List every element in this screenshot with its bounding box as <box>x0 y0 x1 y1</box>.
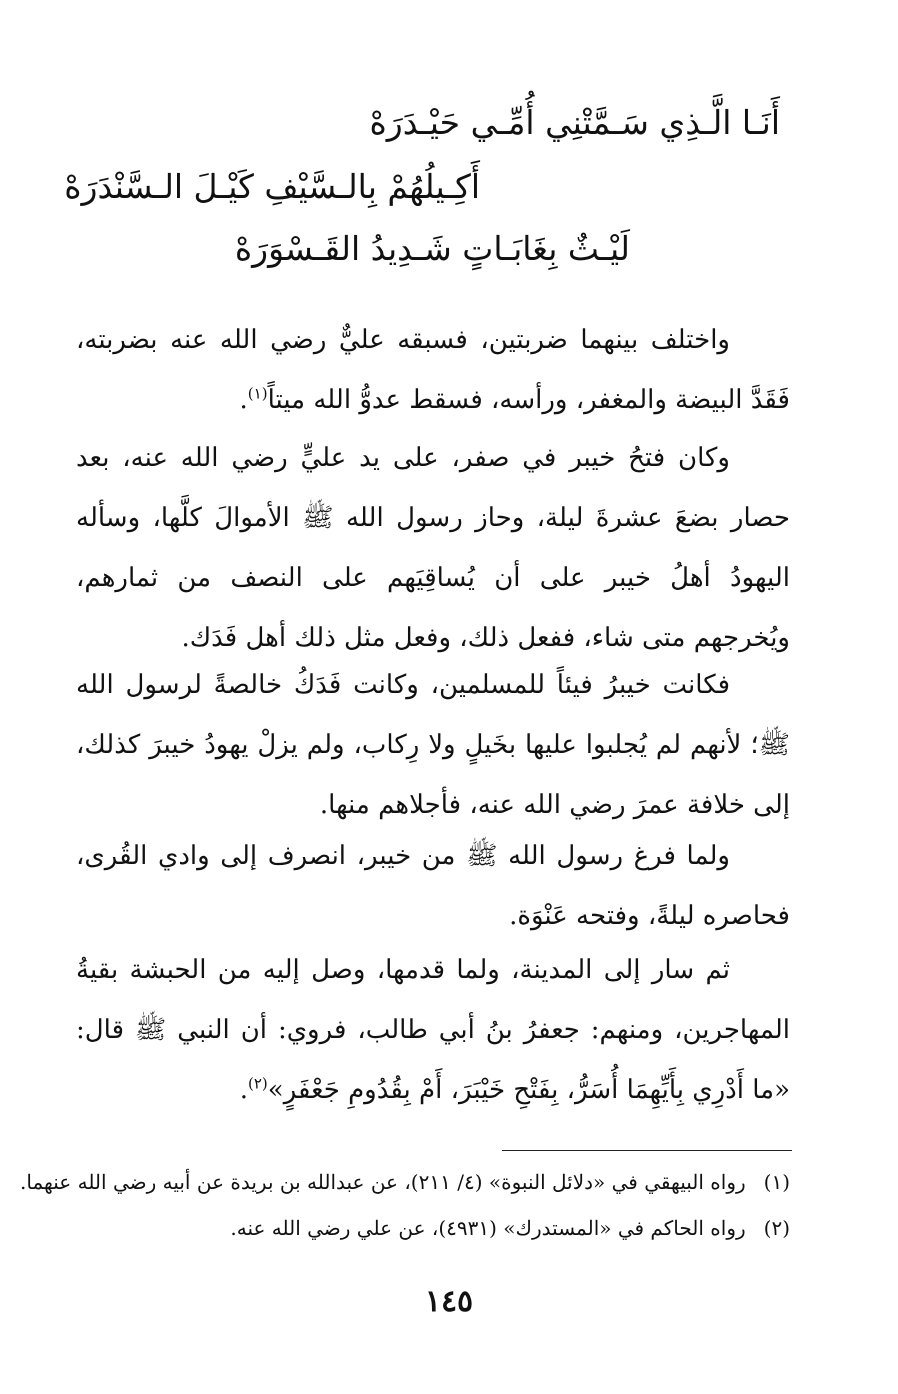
footnote-reference: (١) <box>247 384 268 403</box>
paragraph-text: وكان فتحُ خيبر في صفر، على يد عليٍّ رضي الله عنه، بعد حصار بضعَ عشرةَ ليلة، وحاز رسول الله ﷺ الأموالَ كلَّها، وسأله اليهودُ أهلُ خيبر على أن يُساقِيَهم على النصف من ثمارهم، ويُخرجهم متى شاء، ففعل ذلك، وفعل مثل ذلك أهل فَدَك. <box>76 443 791 653</box>
paragraph-end: . <box>239 385 248 415</box>
paragraph-return-medina <box>76 940 790 1120</box>
footnote-number: (١) <box>763 1170 790 1194</box>
paragraph-text: فكانت خيبرُ فيئاً للمسلمين، وكانت فَدَكُ خالصةً لرسول الله ﷺ؛ لأنهم لم يُجلبوا عليها بخَيلٍ ولا رِكاب، ولم يزلْ يهودُ خيبرَ كذلك، إلى خلافة عمرَ رضي الله عنه، فأجلاهم منها. <box>76 670 790 820</box>
footnote-reference: (٢) <box>248 1074 268 1093</box>
footnote-text: رواه البيهقي في «دلائل النبوة» (٤/ ٢١١)، عن عبدالله بن بريدة عن أبيه رضي الله عنهما. <box>20 1170 746 1194</box>
poem-verse-1: أَنَـا الَّـذِي سَـمَّتْنِي أُمِّـي حَيْـدَرَهْ <box>369 103 780 142</box>
paragraph-text: ولما فرغ رسول الله ﷺ من خيبر، انصرف إلى وادي القُرى، فحاصره ليلةً، وفتحه عَنْوَة. <box>76 841 790 931</box>
paragraph-fay <box>76 655 790 835</box>
footnote-number: (٢) <box>763 1216 790 1240</box>
paragraph-conquest-khaybar <box>76 428 790 668</box>
footnote-2 <box>230 1218 790 1238</box>
footnote-1 <box>20 1172 790 1192</box>
paragraph-text: ثم سار إلى المدينة، ولما قدمها، وصل إليه من الحبشة بقيةُ المهاجرين، ومنهم: جعفرُ بنُ أبي طالب، فروي: أن النبي ﷺ قال: «ما أَدْرِي بِأَيِّهِمَا أُسَرُّ، بِفَتْحِ خَيْبَرَ، أَمْ بِقُدُومِ جَعْفَرٍ» <box>76 955 790 1105</box>
page-number: ١٤٥ <box>424 1284 474 1319</box>
footnote-text: رواه الحاكم في «المستدرك» (٤٩٣١)، عن علي رضي الله عنه. <box>230 1216 746 1240</box>
paragraph-end: . <box>239 1075 248 1105</box>
poem-verse-3: لَيْـثٌ بِغَابَـاتٍ شَـدِيدُ القَـسْوَرَهْ <box>234 229 630 268</box>
paragraph-wadi-al-qura <box>76 826 790 946</box>
paragraph-text: واختلف بينهما ضربتين، فسبقه عليٌّ رضي الله عنه بضربته، فَقَدَّ البيضة والمغفر، ورأسه، فسقط عدوُّ الله ميتاً <box>76 325 790 415</box>
paragraph-duel <box>76 310 790 430</box>
footnote-divider <box>502 1150 792 1151</box>
poem-verse-2: أَكِـيلُهُمْ بِالـسَّيْفِ كَيْـلَ الـسَّنْدَرَهْ <box>64 167 480 206</box>
